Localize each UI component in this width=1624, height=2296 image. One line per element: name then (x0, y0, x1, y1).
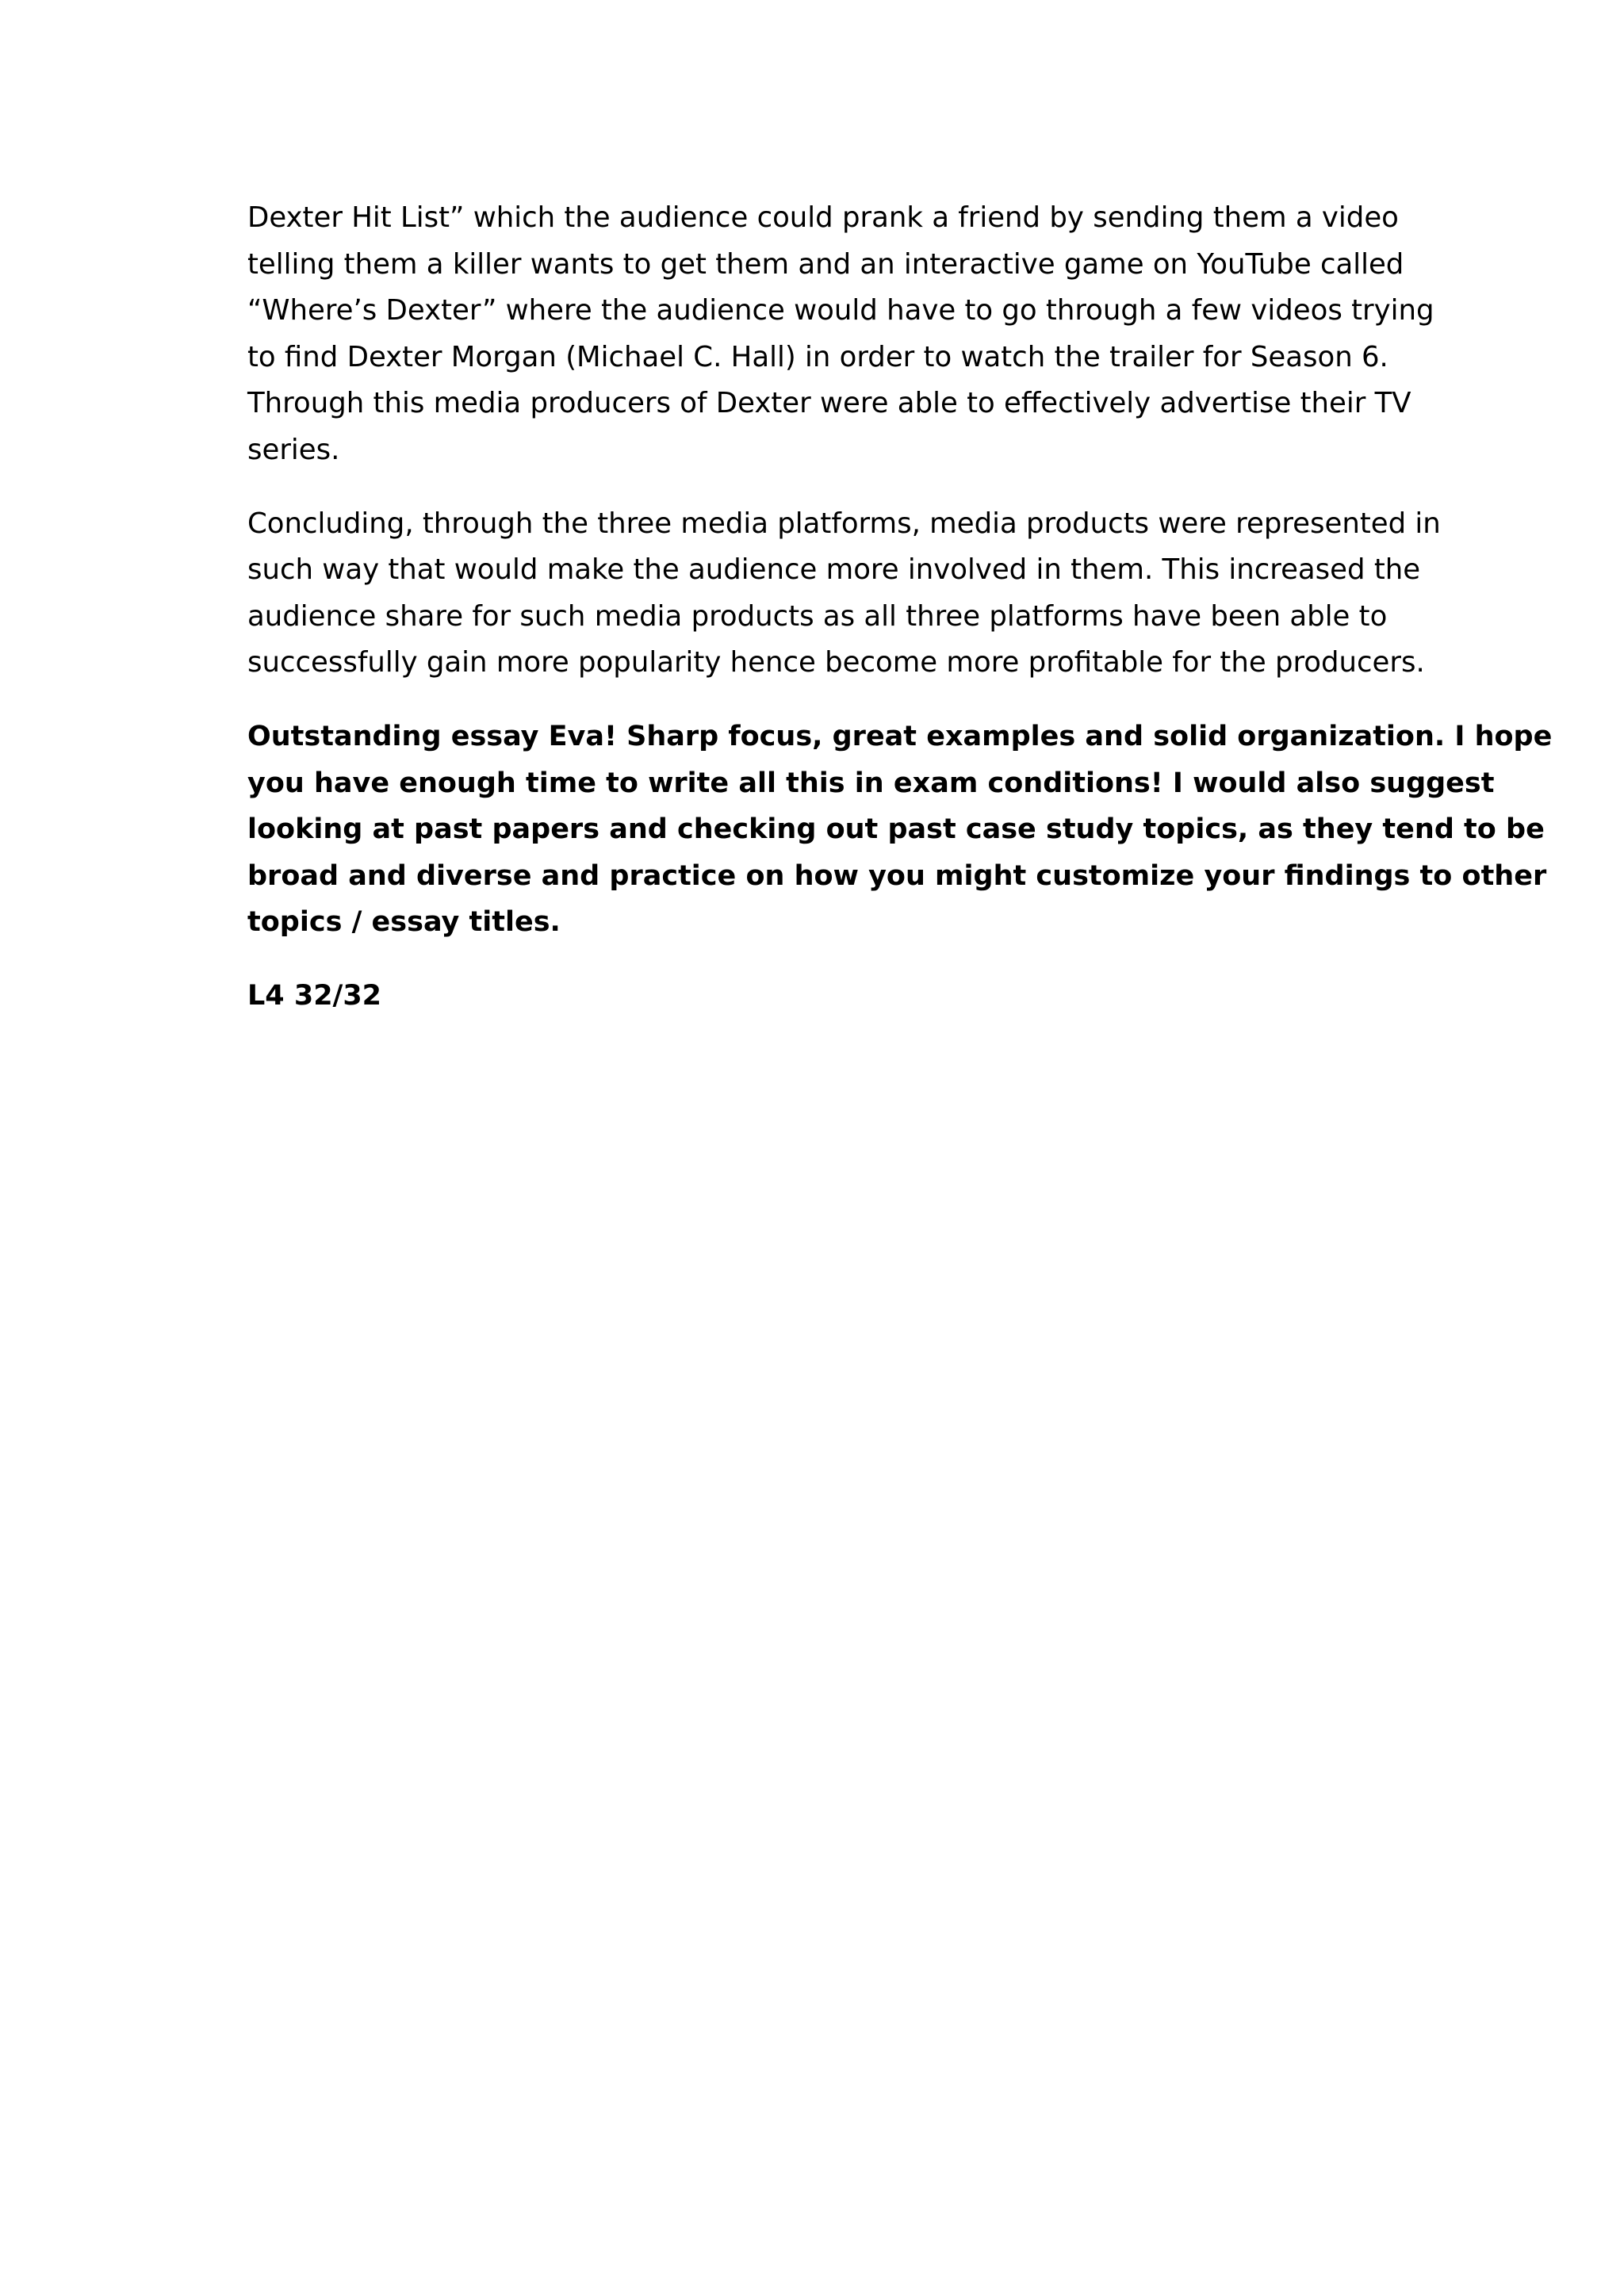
grade-text: L4 32/32 (247, 979, 382, 1012)
feedback-line: Outstanding essay Eva! Sharp focus, great examples and solid organization. I hope (247, 720, 1553, 752)
text-line: “Where’s Dexter” where the audience would have to go through a few videos trying (247, 294, 1434, 327)
text-line: to find Dexter Morgan (Michael C. Hall) in order to watch the trailer for Season 6. (247, 340, 1388, 373)
text-line: telling them a killer wants to get them and an interactive game on YouTube called (247, 247, 1404, 281)
feedback-line: looking at past papers and checking out past case study topics, as they tend to be (247, 813, 1545, 846)
body-paragraph (247, 195, 1434, 474)
document-body (247, 195, 1553, 1047)
grade (247, 973, 1397, 1020)
text-line: series. (247, 433, 340, 466)
feedback-line: broad and diverse and practice on how you might customize your findings to other (247, 859, 1547, 892)
feedback-line: you have enough time to write all this in exam conditions! I would also suggest (247, 767, 1495, 799)
text-line: Dexter Hit List” which the audience could prank a friend by sending them a video (247, 201, 1399, 234)
feedback-line: topics / essay titles. (247, 906, 561, 939)
text-line: Through this media producers of Dexter were able to effectively advertise their TV (247, 387, 1411, 420)
text-line: such way that would make the audience more involved in them. This increased the (247, 553, 1421, 587)
text-line: audience share for such media products as all three platforms have been able to (247, 599, 1388, 633)
text-line: successfully gain more popularity hence become more profitable for the producers. (247, 646, 1425, 679)
teacher-feedback (247, 714, 1553, 946)
conclusion-paragraph (247, 501, 1441, 687)
text-line: Concluding, through the three media platforms, media products were represented in (247, 507, 1441, 540)
